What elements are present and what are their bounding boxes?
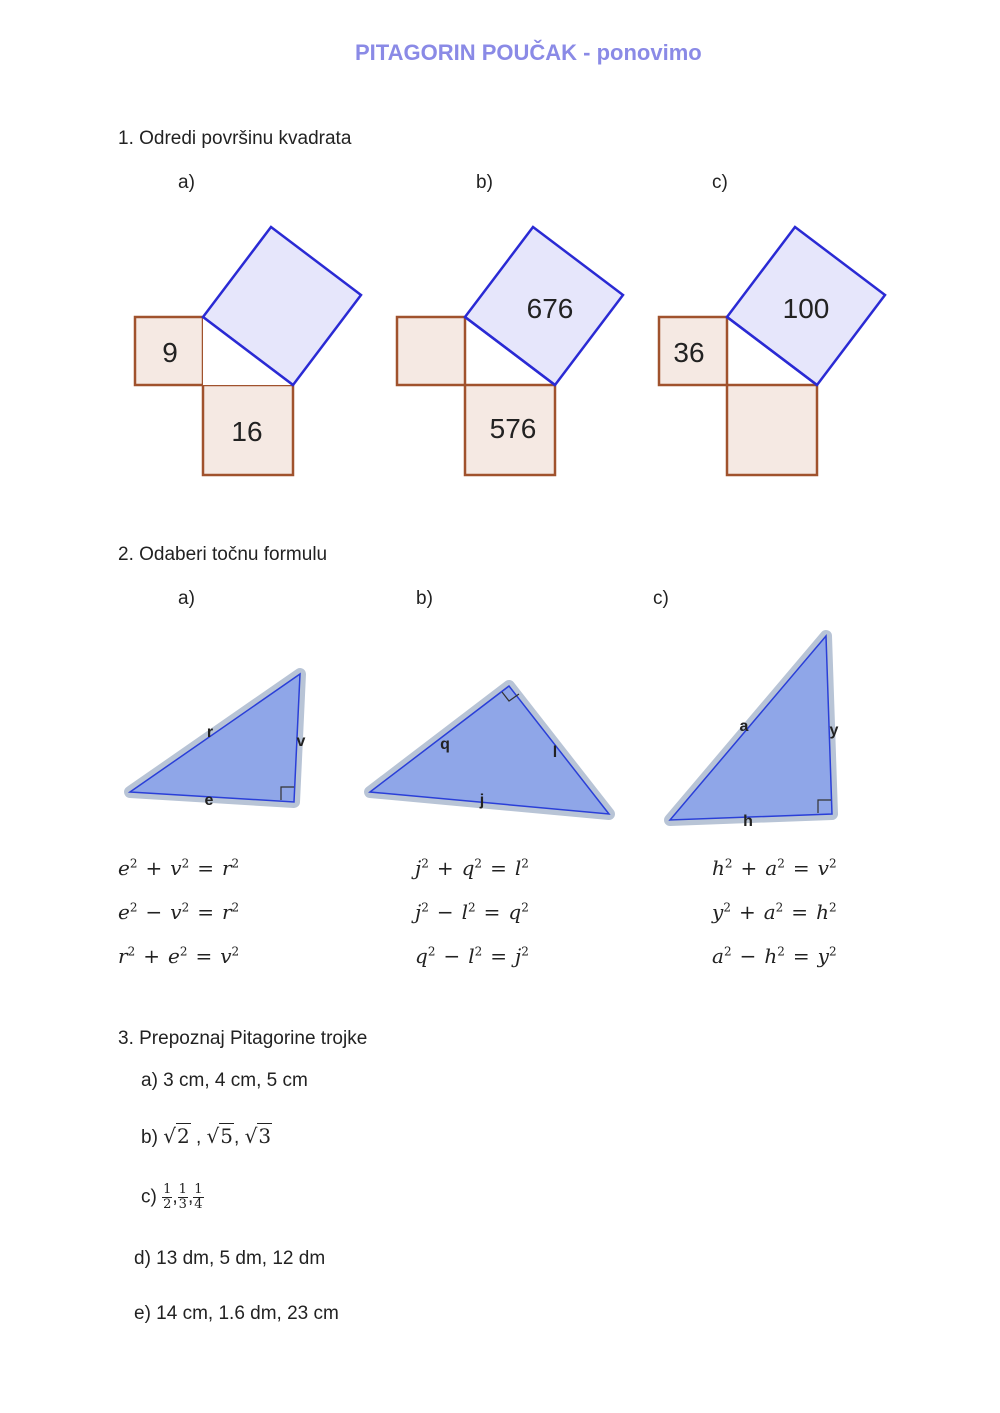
small-square-bottom	[727, 385, 817, 475]
side-label-r: r	[206, 724, 214, 741]
task2-label-a: a)	[178, 588, 195, 609]
sqrt-5: √5	[206, 1124, 233, 1148]
formula-option[interactable]: $j^2 - l^2 = q^2$	[415, 900, 529, 924]
fraction-quarter: $\frac{1}{4}$	[194, 1182, 203, 1212]
triangle-c	[670, 636, 839, 830]
fraction-third: $\frac{1}{3}$	[178, 1182, 187, 1212]
formula-option[interactable]: $e^2 + v^2 = r^2$	[118, 856, 240, 880]
task2-label-b: b)	[416, 588, 433, 609]
area-hyp-text: 100	[782, 293, 830, 324]
pythagoras-figure-a	[135, 227, 361, 475]
pythagoras-figure-b	[397, 227, 623, 475]
option-c[interactable]: c) $\frac{1}{2}$ , $\frac{1}{3}$ , $\frac{1}{4}$	[141, 1182, 203, 1212]
task2-heading: 2. Odaberi točnu formulu	[118, 544, 328, 565]
side-label-h: h	[743, 813, 753, 830]
area-left-text: 9	[162, 337, 178, 368]
formula-option[interactable]: $a^2 - h^2 = y^2$	[712, 944, 837, 968]
task1-label-b: b)	[476, 172, 493, 193]
side-label-y: y	[829, 722, 839, 739]
side-label-q: q	[440, 736, 450, 753]
area-bottom-text: 16	[231, 416, 263, 447]
side-label-j: j	[479, 792, 485, 809]
task1-heading: 1. Odredi površinu kvadrata	[118, 128, 352, 149]
option-b-prefix: b)	[141, 1127, 158, 1148]
option-d[interactable]: d) 13 dm, 5 dm, 12 dm	[134, 1248, 326, 1269]
option-b[interactable]: b) √2 , √5, √3	[141, 1124, 272, 1148]
area-left-text: 36	[673, 337, 705, 368]
pythagoras-figure-c	[659, 227, 885, 475]
side-label-v: v	[296, 733, 306, 750]
formula-option[interactable]: $y^2 + a^2 = h^2$	[712, 900, 837, 924]
side-label-l: l	[552, 744, 558, 761]
formula-option[interactable]: $e^2 - v^2 = r^2$	[118, 900, 240, 924]
option-e[interactable]: e) 14 cm, 1.6 dm, 23 cm	[134, 1303, 339, 1324]
fraction-half: $\frac{1}{2}$	[163, 1182, 172, 1212]
option-c-prefix: c)	[141, 1186, 157, 1208]
small-square-left	[397, 317, 465, 385]
triangle-b	[370, 686, 609, 814]
task1-label-c: c)	[712, 172, 728, 193]
formula-option[interactable]: $r^2 + e^2 = v^2$	[118, 944, 240, 968]
side-label-e: e	[204, 792, 214, 809]
area-bottom-text: 576	[489, 413, 537, 444]
area-hyp-text: 676	[526, 293, 574, 324]
side-label-a: a	[739, 718, 749, 735]
task1-label-a: a)	[178, 172, 195, 193]
sqrt-3: √3	[244, 1124, 272, 1148]
option-a[interactable]: a) 3 cm, 4 cm, 5 cm	[141, 1070, 308, 1091]
page-title: PITAGORIN POUČAK - ponovimo	[355, 40, 702, 65]
task3-heading: 3. Prepoznaj Pitagorine trojke	[118, 1028, 368, 1049]
formula-option[interactable]: $q^2 - l^2 = j^2$	[415, 944, 529, 968]
triangle-a	[130, 674, 306, 809]
formula-option[interactable]: $h^2 + a^2 = v^2$	[712, 856, 837, 880]
formula-option[interactable]: $j^2 + q^2 = l^2$	[415, 856, 529, 880]
task2-label-c: c)	[653, 588, 669, 609]
sqrt-2: √2	[163, 1124, 190, 1148]
